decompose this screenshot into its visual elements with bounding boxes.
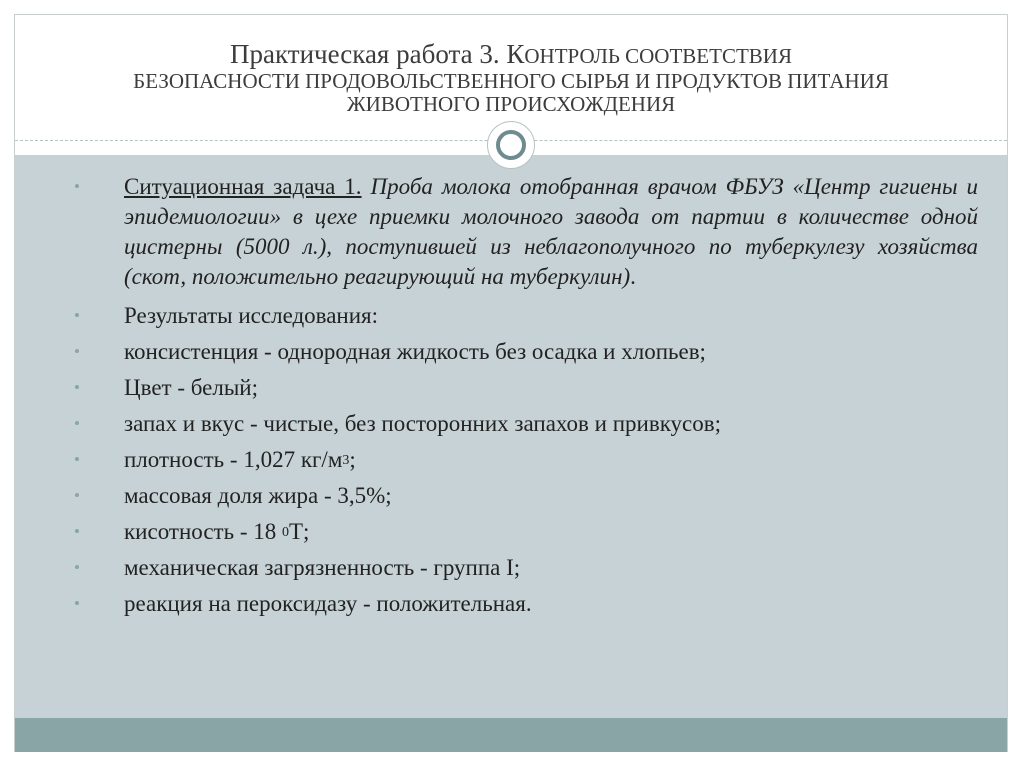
bullet-icon: • [74,177,80,196]
contamination-text: механическая загрязненность - группа I; [124,555,521,580]
slide-title [15,39,1007,117]
bullet-icon: • [74,342,80,361]
results-heading: Результаты исследования: [124,303,379,328]
bullet-icon: • [74,450,80,469]
density-end: ; [349,447,356,472]
acidity-superscript: 0 [281,525,289,540]
fat-text: массовая доля жира - 3,5%; [124,483,392,508]
task-description: Проба молока отобранная врачом ФБУЗ «Центр гигиены и эпидемиологии» в цехе приемки молочного завода от партии в количестве одной цистерны (5000 л.), поступившей из неблагополучного по туберкулезу хозяйства (скот, положительно реагирующий на туберкулин) [124,174,978,289]
ring-icon [496,130,526,160]
bullet-icon: • [74,594,80,613]
title-line-2: БЕЗОПАСНОСТИ ПРОДОВОЛЬСТВЕННОГО СЫРЬЯ И ПРОДУКТОВ ПИТАНИЯ [133,68,889,93]
bullet-icon: • [74,486,80,505]
title-cap: К [506,39,525,69]
footer-band [15,718,1007,752]
list-item-consistency [70,334,978,370]
list-item-task [70,172,978,292]
title-rest: ОНТРОЛЬ СООТВЕТСТВИЯ [524,44,792,68]
list-item-smell [70,406,978,442]
smell-text: запах и вкус - чистые, без посторонних запахов и привкусов; [124,411,722,436]
bullet-icon: • [74,522,80,541]
task-label: Ситуационная задача 1. [124,174,362,199]
list-item-acidity [70,514,978,550]
bullet-icon: • [74,558,80,577]
list-item-peroxidase [70,586,978,622]
list-item-fat [70,478,978,514]
acidity-end: Т; [288,519,310,544]
title-line-3: ЖИВОТНОГО ПРОИСХОЖДЕНИЯ [346,92,676,117]
color-text: Цвет - белый; [124,375,258,400]
acidity-text: кисотность - 18 [124,519,282,544]
bullet-icon: • [74,414,80,433]
list-item-density [70,442,978,478]
task-end: . [630,264,636,289]
content-list [70,172,978,622]
list-item-results-heading [70,298,978,334]
list-item-color [70,370,978,406]
consistency-text: консистенция - однородная жидкость без осадка и хлопьев; [124,339,706,364]
peroxidase-text: реакция на пероксидазу - положительная. [124,591,532,616]
title-prefix: Практическая работа 3. [230,39,507,69]
density-superscript: 3 [342,453,350,468]
title-line-1 [15,39,1007,70]
list-item-contamination [70,550,978,586]
bullet-icon: • [74,378,80,397]
bullet-icon: • [74,306,80,325]
density-text: плотность - 1,027 кг/м [124,447,343,472]
decorative-ring [487,121,535,169]
